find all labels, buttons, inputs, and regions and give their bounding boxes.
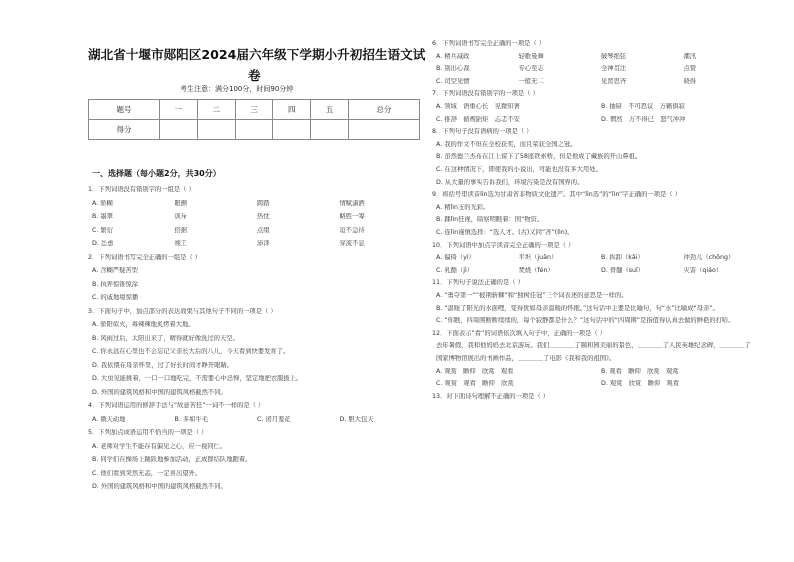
answer-option: B. 同学们在操场上踊跃地参加活动，正成群结队地跑着。 — [92, 456, 252, 463]
answer-option: 破琴绝弦 — [601, 52, 627, 60]
score-cell[interactable] — [160, 120, 198, 140]
answer-option: D. 惘然 万不得已 怒气冲冲 — [601, 115, 686, 123]
answer-option: C. 乳酪（jì） — [436, 266, 474, 274]
answer-option: D. 大虫见能挑着，一口一口地吃完，不需要心中忌惮，坚定地把衣服披上。 — [92, 375, 303, 382]
score-row-label: 得分 — [89, 120, 160, 140]
answer-option: B. 虽然德兰杰布在江上留下了58座铁索桥，但是他成了藏族的开山鼻祖。 — [436, 153, 642, 161]
answer-option: D. 骨髓（suǐ） — [601, 266, 645, 274]
answer-option: 去年暑假，我和他妈妈去北京游玩。我们＿＿＿＿了颐和园美丽的景色，＿＿＿＿了人民英雄纪念碑，＿＿＿＿了 — [436, 342, 751, 350]
paper-title-line1: 湖北省十堰市郧阳区2024届六年级下学期小升初招生语文试 — [88, 47, 426, 62]
answer-option: C. 司空见惯 — [436, 77, 470, 85]
question-stem: 12．下面表示“看”的词语依次填入句子中，正确的一项是（ ） — [432, 329, 606, 337]
answer-option: A. 领域 语重心长 见微知著 — [436, 103, 520, 110]
answer-option: 穿流不息 — [339, 240, 365, 247]
answer-option: A. 精兵减政 — [436, 52, 470, 60]
answer-option: C. 你永远在心里也不会忘记父亲长大后的八儿，今天看到快要发育了。 — [92, 348, 290, 355]
answer-option: A. 老师对学生不能存有偏见之心，应一视同仁。 — [92, 442, 227, 450]
answer-option: C. “你瞧，四周围断断续续的，每个寂静都是什么？”这句话中的“四周围”是指值得认真去做的鲜艳的打哈。 — [436, 317, 735, 325]
question-stem: 8．下列句子没有语病的一项是（ ） — [432, 128, 533, 136]
answer-option: A. 含糊严疑苦型 — [92, 267, 138, 274]
answer-option: 焚烧（fén） — [518, 266, 554, 274]
answer-option: 略胜一筹 — [339, 213, 365, 220]
question-stem: 10．下列词语中加点字读音完全正确的一项是（ ） — [432, 241, 575, 249]
answer-option: A. 微天动地 — [92, 415, 126, 423]
answer-option: A. “勇夺第一”“披荆斩棘”和“独树佳冠”三个词表述的意思是一样的。 — [436, 292, 628, 299]
answer-option: C. 闭月羞花 — [257, 415, 291, 423]
question-stem: 5．下列加点成语运用不恰当的一项是（ ） — [88, 429, 208, 436]
score-cell[interactable] — [311, 120, 349, 140]
option-row — [436, 254, 766, 262]
answer-option: 沛泽 — [257, 240, 270, 247]
score-table-score-row — [89, 120, 420, 140]
answer-option: 情赋潇洒 — [339, 199, 365, 207]
answer-option: C. 观赏 观看 瞻仰 欣赏 — [436, 380, 514, 388]
answer-option: 热忱 — [257, 213, 270, 220]
answer-option: 轻歌曼舞 — [518, 52, 544, 60]
answer-option: 竣工 — [174, 240, 188, 247]
answer-option: C. 他们看到突然无恙，一定喜出望外。 — [92, 469, 202, 477]
answer-option: 迫不急待 — [339, 226, 365, 234]
score-cell[interactable] — [197, 120, 235, 140]
answer-option: 搭据 — [174, 226, 188, 234]
option-row — [92, 213, 422, 221]
answer-option: D. 胆大包天 — [339, 415, 374, 423]
score-table — [88, 99, 420, 140]
answer-option: C. 连lìn谨慎选择：“选人才。(古)又同“吝”(lìn)。 — [436, 229, 574, 236]
answer-option: B. 观看 瞻仰 欣赏 观赏 — [601, 367, 679, 375]
question-stem: 13．对下面诗句理解不正确的一项是（ ） — [432, 392, 550, 400]
answer-option: B. “温暖了阳光的水面哩，变得犹如母亲温暖的怀抱。”这句话中主要是比喻句，句“水”比喻成“母亲”。 — [436, 304, 719, 312]
score-table-header-row — [89, 100, 420, 120]
question-stem: 3．下面句子中，加点部分的表达效果与其他句子不同的一项是（ ） — [88, 307, 277, 315]
question-stem: 1．下列词语没有错别字的一组是（ ） — [88, 186, 195, 193]
answer-option: B. 别出心裁 — [436, 65, 470, 73]
answer-option: 冲劲儿（chōng） — [683, 254, 735, 262]
exam-note: 考生注意：满分100分，时间90分钟 — [180, 85, 294, 93]
score-header-cell: 总分 — [348, 100, 419, 120]
answer-option: B. 风雨过后，太阳出来了，晴得就好像洗过的天空。 — [92, 334, 239, 342]
answer-option: A. 骄阳似火，毒辣辣地炙烤着大地。 — [92, 321, 195, 328]
answer-option: 潮汛 — [683, 52, 697, 60]
answer-option: B. 蹂lìn狂视，暗察明瞧着：国“物资。 — [436, 216, 544, 224]
section-heading: 一、选择题（每小题2分，共30分） — [92, 169, 221, 178]
answer-option: C. 在这种情况下，即使我的小说出，可能也没有多大用处。 — [436, 166, 602, 173]
answer-option: A. 我的作文不但在全校获奖，而且荣获全国之冠。 — [436, 140, 577, 148]
question-stem: 2．下列词语书写完全正确的一组是（ ） — [88, 253, 202, 261]
score-cell[interactable] — [348, 120, 419, 140]
paper-title-line2: 卷 — [248, 68, 261, 83]
option-row — [92, 200, 422, 208]
answer-option: D. 我依偎在母亲怀里，过了好长时间才睁开眼睛。 — [92, 361, 234, 369]
score-header-cell: 二 — [197, 100, 235, 120]
score-header-cell: 五 — [311, 100, 349, 120]
answer-option: 一般无二 — [518, 77, 544, 85]
score-header-cell: 三 — [235, 100, 273, 120]
question-stem: 4．下列词语运用的修辞手法与“故意苦狂”一词不一样的是（ ） — [88, 402, 265, 409]
answer-option: B. 执弄惊锥惊涂 — [92, 280, 139, 288]
answer-option: 灾害（qiáo） — [683, 266, 723, 274]
answer-option: 晓得 — [683, 77, 697, 85]
answer-option: C. 繁衍 — [92, 226, 113, 234]
option-row — [436, 103, 766, 111]
question-stem: 9．将括号里读音lìn选为甘肃省非物质文化遗产。其中“lìn选”的“lìn”字正确的一项是（ ） — [432, 191, 681, 199]
answer-option: B. 拆卸（kǎi） — [601, 254, 644, 262]
option-row — [436, 53, 766, 61]
option-row — [436, 380, 766, 388]
score-cell[interactable] — [273, 120, 311, 140]
answer-option: 跨踏 — [257, 199, 270, 207]
score-header-cell: 一 — [160, 100, 198, 120]
option-row — [436, 267, 766, 275]
answer-option: A. 观赏 瞻仰 欣赏 观看 — [436, 367, 514, 375]
option-row — [436, 116, 766, 124]
answer-option: D. 怂恿 — [92, 240, 114, 247]
answer-option: D. 外国的建筑风格和中国的建筑风格截然不同。 — [92, 483, 227, 490]
answer-option: 国家博物馆展出的书画作品，＿＿＿＿了电影《我和我的祖国》。 — [436, 355, 616, 362]
option-row — [436, 65, 766, 73]
answer-option: 训斥 — [174, 213, 188, 220]
answer-option: 平坦（juān） — [518, 254, 558, 262]
option-row — [92, 416, 422, 424]
answer-option: 专心至志 — [518, 65, 544, 73]
option-row — [436, 78, 766, 86]
answer-option: D. 外国的建筑风格和中国的建筑风格截然不同。 — [92, 388, 227, 396]
answer-option: 眼颤 — [174, 199, 188, 207]
answer-option: D. 从大量的事实告诉我们，环境污染是没有国界的。 — [436, 178, 584, 186]
answer-option: C. 的戚地境惊播 — [92, 294, 139, 301]
answer-option: 点缀 — [257, 226, 270, 234]
answer-option: 见贤思齐 — [601, 77, 627, 85]
answer-option: 点赞 — [683, 65, 697, 73]
answer-option: B. 墨翠 — [92, 213, 113, 220]
answer-option: C. 推辞 循规蹈矩 忐忑不安 — [436, 115, 520, 123]
score-header-cell: 题号 — [89, 100, 160, 120]
answer-option: A. 偏倚（yì） — [436, 254, 475, 262]
answer-option: A. 精lìn玉的光彩。 — [436, 203, 490, 211]
question-stem: 11．下列句子说法正确的是（ ） — [432, 279, 524, 287]
score-cell[interactable] — [235, 120, 273, 140]
answer-option: B. 抽屉 不可思议 万籁俱寂 — [601, 103, 685, 110]
score-header-cell: 四 — [273, 100, 311, 120]
answer-option: 全神贯注 — [601, 65, 627, 73]
answer-option: B. 多如牛毛 — [174, 415, 209, 423]
option-row — [92, 227, 422, 235]
question-stem: 6．下列词语书写完全正确的一项是（ ） — [432, 40, 546, 47]
answer-option: D. 观赏 欣赏 瞻仰 观看 — [601, 380, 680, 388]
option-row — [92, 240, 422, 248]
question-stem: 7．下列词语没有错别字的一项是（ ） — [432, 90, 539, 98]
option-row — [436, 368, 766, 376]
answer-option: A. 骄糊 — [92, 199, 113, 207]
